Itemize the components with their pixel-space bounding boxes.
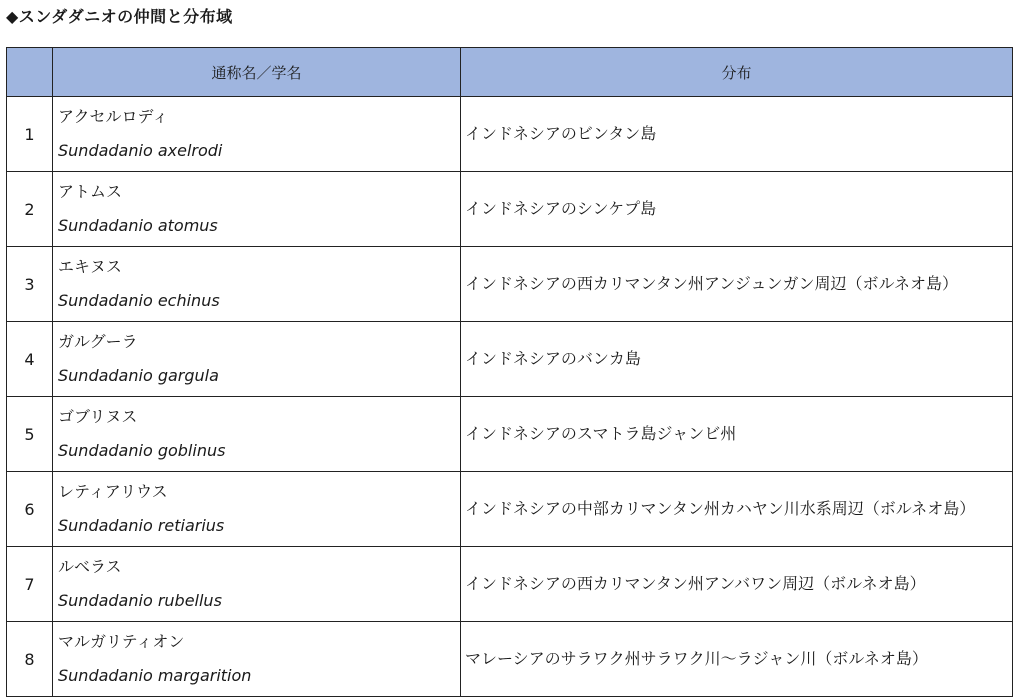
common-name: レティアリウス [58,482,168,501]
distribution-cell: インドネシアのビンタン島 [461,97,1013,172]
common-name: マルガリティオン [58,632,185,651]
name-cell [53,247,461,322]
row-number: 6 [7,472,53,547]
distribution-cell: インドネシアのスマトラ島ジャンビ州 [461,397,1013,472]
table-row [7,547,1013,622]
table-row [7,172,1013,247]
scientific-name: Sundadanio rubellus [58,591,222,610]
scientific-name: Sundadanio echinus [58,291,220,310]
scientific-name: Sundadanio atomus [58,216,218,235]
distribution-cell: インドネシアの中部カリマンタン州カハヤン川水系周辺（ボルネオ島） [461,472,1013,547]
common-name: ゴブリヌス [58,407,138,426]
distribution-cell: インドネシアの西カリマンタン州アンバワン周辺（ボルネオ島） [461,547,1013,622]
header-name: 通称名／学名 [53,48,461,97]
row-number: 2 [7,172,53,247]
name-cell [53,172,461,247]
common-name: ルベラス [58,557,122,576]
table-row [7,472,1013,547]
table-header-row [7,48,1013,97]
scientific-name: Sundadanio retiarius [58,516,225,535]
row-number: 7 [7,547,53,622]
row-number: 4 [7,322,53,397]
common-name: アトムス [58,182,123,201]
distribution-cell: インドネシアの西カリマンタン州アンジュンガン周辺（ボルネオ島） [461,247,1013,322]
common-name: ガルグーラ [58,332,138,351]
table-row [7,322,1013,397]
table-row [7,247,1013,322]
table-row [7,97,1013,172]
row-number: 8 [7,622,53,697]
row-number: 1 [7,97,53,172]
scientific-name: Sundadanio gargula [58,366,219,385]
name-cell [53,322,461,397]
scientific-name: Sundadanio margarition [58,666,252,685]
scientific-name: Sundadanio axelrodi [58,141,223,160]
name-cell [53,622,461,697]
table-row [7,397,1013,472]
scientific-name: Sundadanio goblinus [58,441,226,460]
table-row [7,622,1013,697]
distribution-cell: インドネシアのバンカ島 [461,322,1013,397]
name-cell [53,472,461,547]
page-title: ◆スンダダニオの仲間と分布域 [6,7,233,26]
common-name: アクセルロディ [58,107,169,126]
distribution-cell: マレーシアのサラワク州サラワク川〜ラジャン川（ボルネオ島） [461,622,1013,697]
common-name: エキヌス [58,257,122,276]
header-distribution: 分布 [461,48,1013,97]
name-cell [53,547,461,622]
header-number [7,48,53,97]
name-cell [53,97,461,172]
distribution-cell: インドネシアのシンケプ島 [461,172,1013,247]
species-table [6,47,1013,697]
row-number: 5 [7,397,53,472]
name-cell [53,397,461,472]
row-number: 3 [7,247,53,322]
